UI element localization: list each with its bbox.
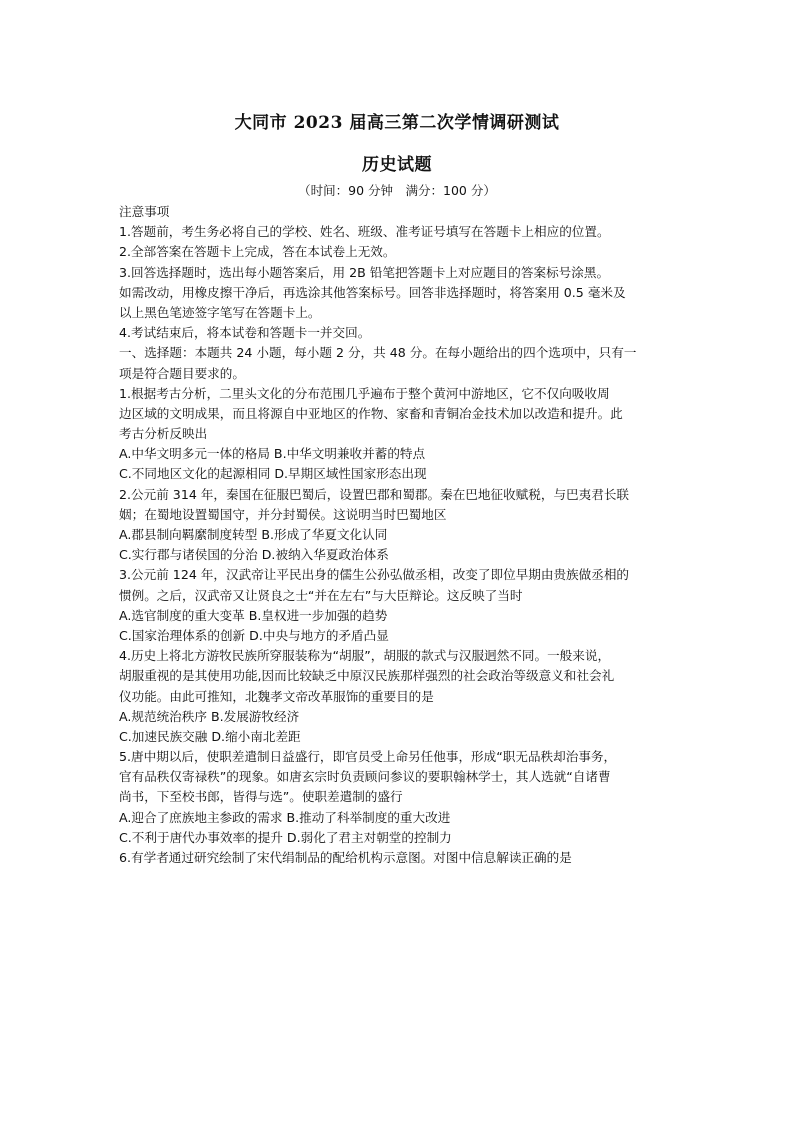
question-options: A.迎合了庶族地主参政的需求 B.推动了科举制度的重大改进 [119, 809, 451, 825]
exam-title: 大同市 2023 届高三第二次学情调研测试 [234, 113, 560, 133]
question-stem: 6.有学者通过研究绘制了宋代绢制品的配给机构示意图。对图中信息解读正确的是 [119, 850, 572, 865]
question-options: C.国家治理体系的创新 D.中央与地方的矛盾凸显 [119, 627, 389, 643]
question-stem: 尚书，下至校书郎，皆得与选”。使职差遣制的盛行 [119, 789, 403, 805]
question-options: A.郡县制向羁縻制度转型 B.形成了华夏文化认同 [119, 527, 388, 542]
question-options: C.加速民族交融 D.缩小南北差距 [119, 728, 301, 744]
question-stem: 2.公元前 314 年，秦国在征服巴蜀后，设置巴郡和蜀郡。秦在巴地征收赋税，与巴夷君长联 [119, 486, 630, 502]
question-stem: 仪功能。由此可推知，北魏孝文帝改革服饰的重要目的是 [119, 688, 434, 704]
question-options: C.实行郡与诸侯国的分治 D.被纳入华夏政治体系 [119, 547, 389, 563]
question-options: C.不同地区文化的起源相同 D.早期区域性国家形态出现 [119, 466, 427, 482]
notice-item: 如需改动，用橡皮擦干净后，再选涂其他答案标号。回答非选择题时，将答案用 0.5 毫米及 [119, 284, 626, 300]
question-options: A.选官制度的重大变革 B.皇权进一步加强的趋势 [119, 607, 388, 623]
exam-time-score: （时间：90 分钟 满分：100 分） [298, 183, 496, 198]
question-stem: 官有品秩仅寄禄秩”的现象。如唐玄宗时负责顾问参议的要职翰林学士，其人选就“自诸曹 [119, 769, 611, 785]
question-options: A.规范统治秩序 B.发展游牧经济 [119, 708, 300, 724]
section-heading: 一、选择题：本题共 24 小题，每小题 2 分，共 48 分。在每小题给出的四个选项中，只有一 [119, 345, 637, 361]
question-options: A.中华文明多元一体的格局 B.中华文明兼收并蓄的特点 [119, 446, 426, 462]
notice-heading: 注意事项 [119, 204, 170, 219]
question-stem: 姻；在蜀地设置蜀国守，并分封蜀侯。这说明当时巴蜀地区 [119, 506, 447, 522]
subject-title: 历史试题 [362, 155, 432, 175]
question-stem: 3.公元前 124 年，汉武帝让平民出身的儒生公孙弘做丞相，改变了即位早期由贵族做丞相的 [119, 567, 630, 583]
notice-item: 4.考试结束后，将本试卷和答题卡一并交回。 [119, 325, 371, 341]
question-stem: 1.根据考古分析，二里头文化的分布范围几乎遍布于整个黄河中游地区，它不仅向吸收周 [119, 385, 610, 401]
question-options: C.不利于唐代办事效率的提升 D.弱化了君主对朝堂的控制力 [119, 829, 452, 845]
notice-item: 以上黑色笔迹签字笔写在答题卡上。 [119, 304, 321, 320]
question-stem: 考古分析反映出 [119, 426, 208, 442]
notice-item: 2.全部答案在答题卡上完成，答在本试卷上无效。 [119, 244, 396, 260]
question-stem: 胡服重视的是其使用功能,因而比较缺乏中原汉民族那样强烈的社会政治等级意义和社会礼 [119, 668, 615, 684]
section-heading: 项是符合题目要求的。 [119, 365, 245, 381]
notice-item: 1.答题前，考生务必将自己的学校、姓名、班级、准考证号填写在答题卡上相应的位置。 [119, 224, 610, 240]
question-stem: 惯例。之后，汉武帝又让贤良之士“并在左右”与大臣辩论。这反映了当时 [119, 587, 523, 603]
question-stem: 4.历史上将北方游牧民族所穿服装称为“胡服”，胡服的款式与汉服迥然不同。一般来说， [119, 648, 611, 664]
exam-body [119, 202, 689, 868]
question-stem: 5.唐中期以后，使职差遣制日益盛行，即官员受上命另任他事，形成“职无品秩却治事务， [119, 749, 617, 765]
notice-item: 3.回答选择题时，选出每小题答案后，用 2B 铅笔把答题卡上对应题目的答案标号涂黑。 [119, 264, 610, 280]
question-stem: 边区域的文明成果，而且将源自中亚地区的作物、家畜和青铜冶金技术加以改造和提升。此 [119, 405, 623, 421]
